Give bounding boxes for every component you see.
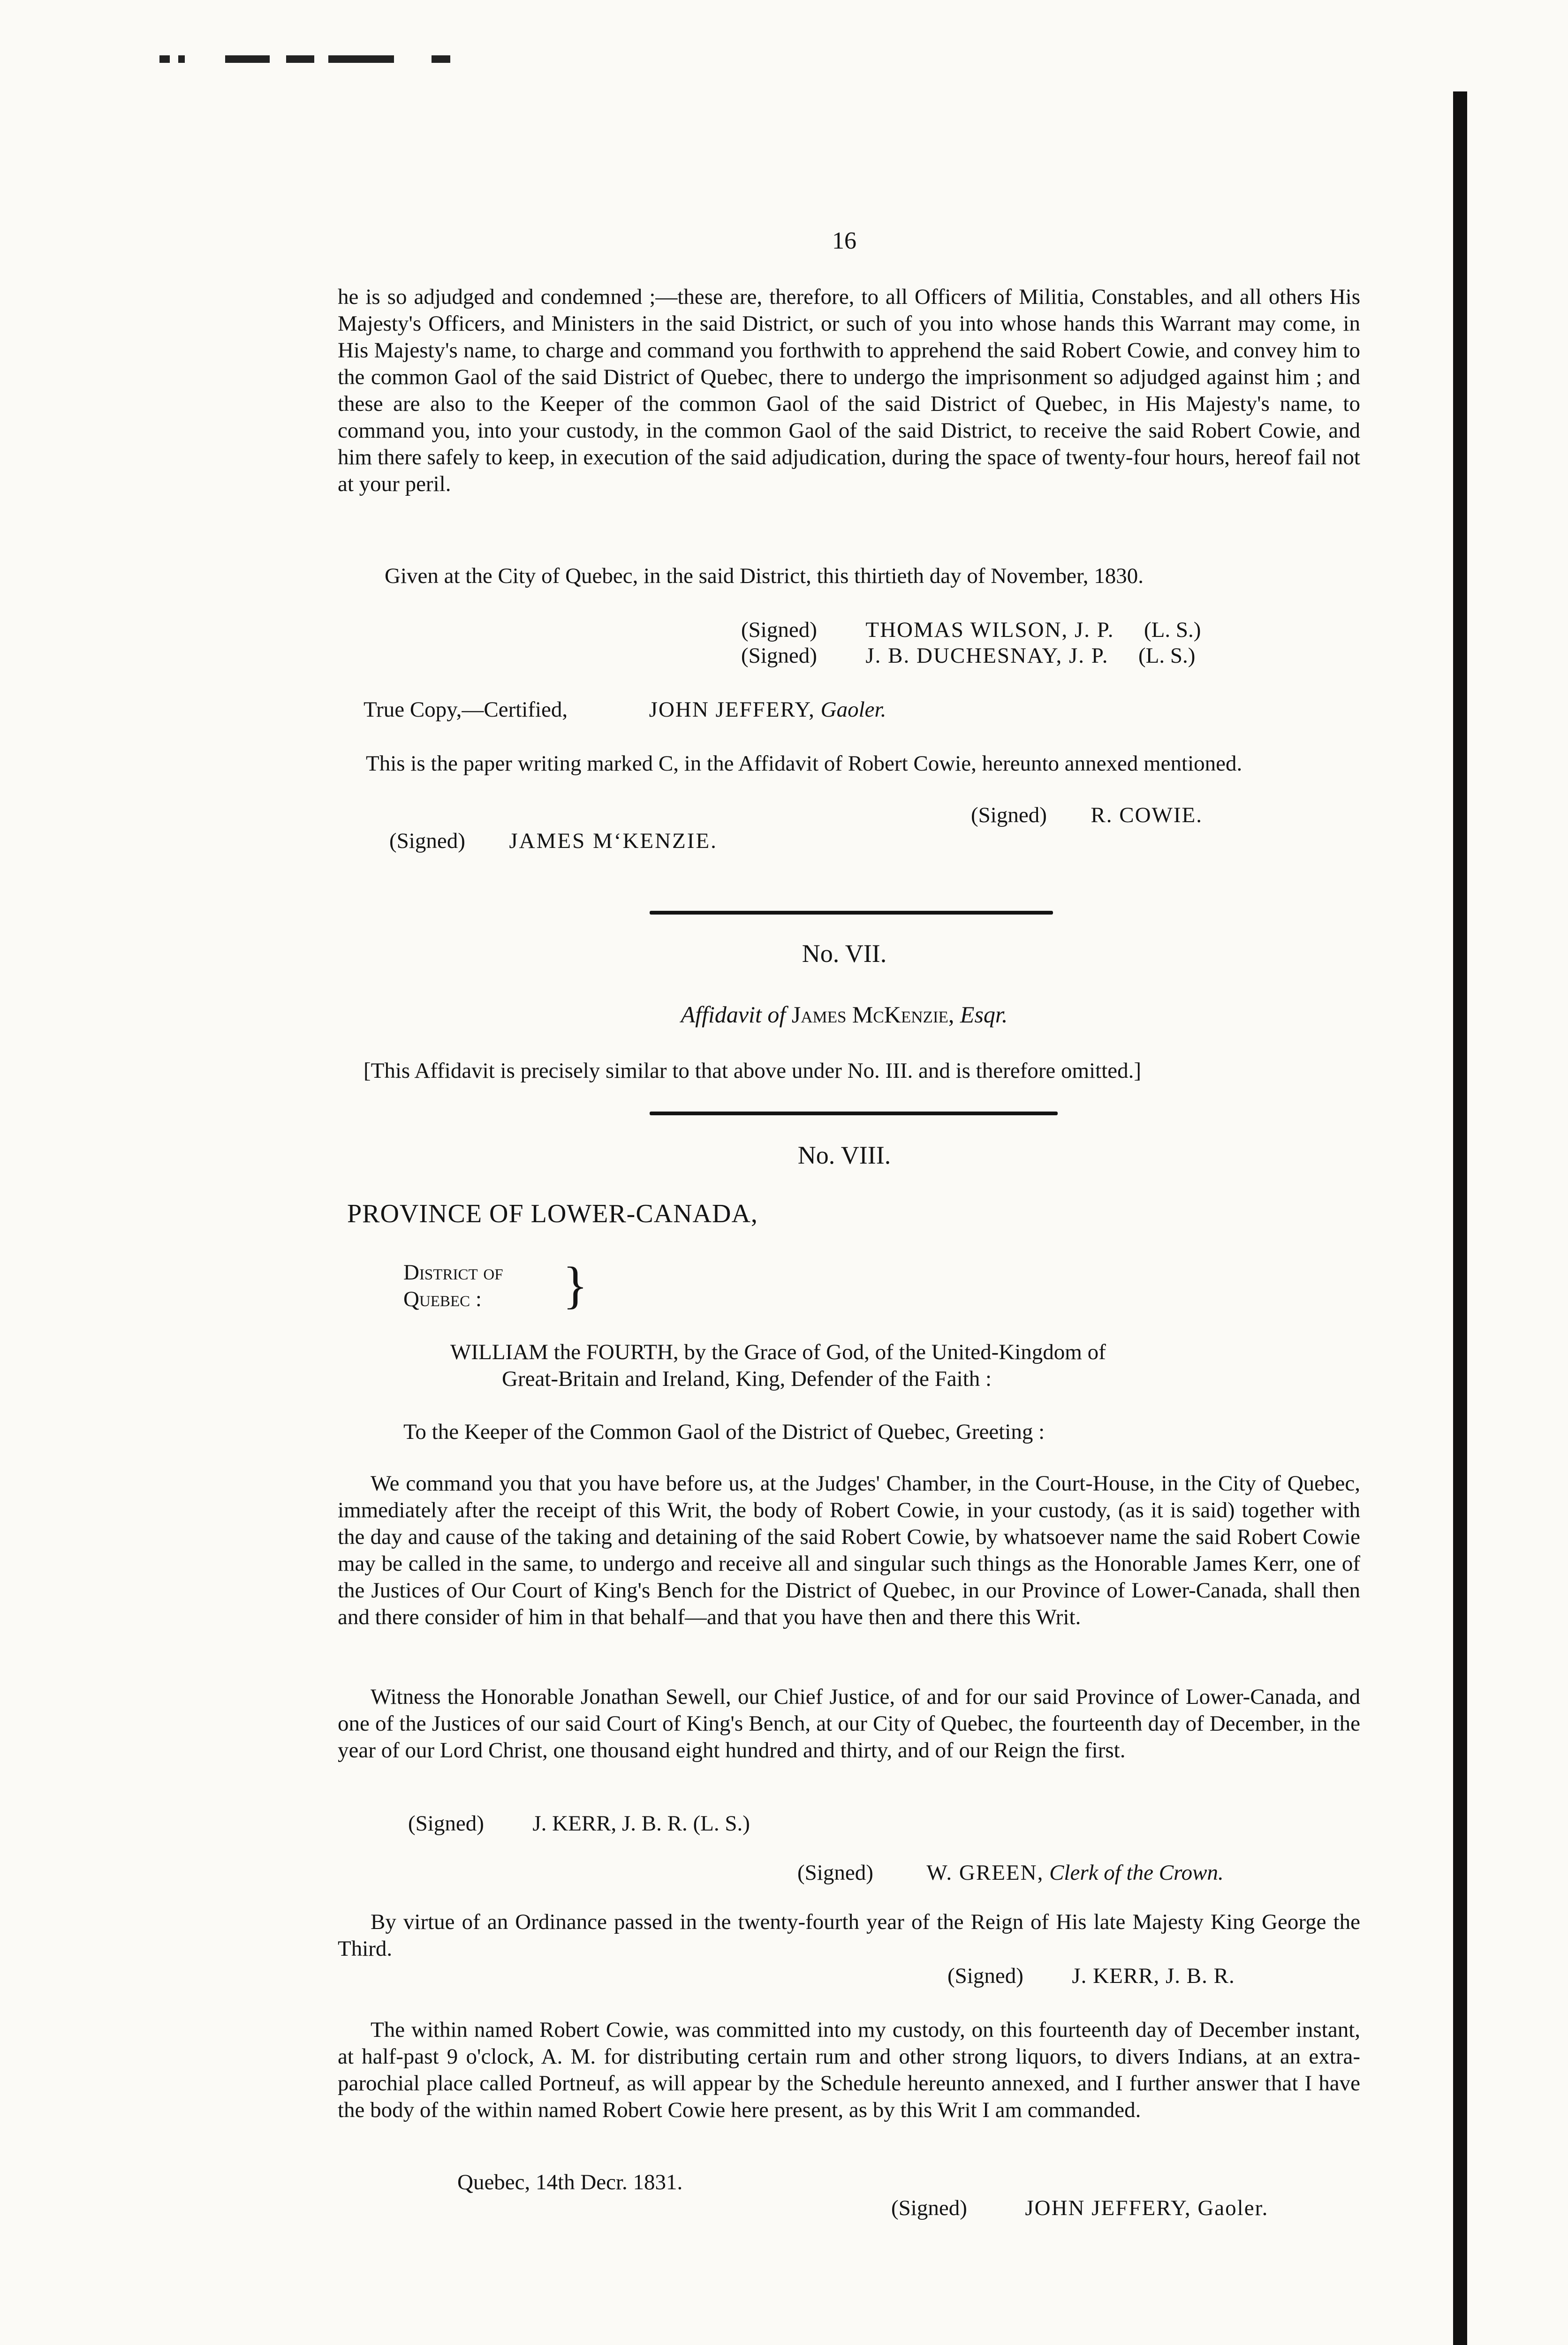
true-copy-line: [364, 696, 886, 723]
signed-label: (Signed): [891, 2196, 967, 2220]
place-date: Quebec, 14th Decr. 1831.: [457, 2170, 683, 2194]
seal-mark: (L. S.): [1138, 643, 1196, 668]
gaoler-return: The within named Robert Cowie, was committed into my custody, on this fourteenth day of December instant, at half-past 9 o'clock, A. M. for distributing certain rum and other strong liquors, to divers Indians, at an extra-parochial place called Portneuf, as will appear by the Schedule hereunto annexed, and I further answer that I have the body of the within named Robert Cowie here present, as by this Writ I am commanded.: [338, 2018, 1360, 2122]
king-line-1: WILLIAM the FOURTH, by the Grace of God, of the United-Kingdom of: [450, 1340, 1106, 1364]
district-line-2: Quebec :: [403, 1287, 482, 1311]
writ-greeting: To the Keeper of the Common Gaol of the District of Quebec, Greeting :: [403, 1420, 1045, 1444]
gaoler-name: JOHN JEFFERY,: [649, 697, 815, 722]
mckenzie-name: JAMES M‘KENZIE.: [509, 829, 718, 853]
scan-artifact-marks: [131, 55, 553, 65]
ordinance-note: By virtue of an Ordinance passed in the twenty-fourth year of the Reign of His late Majesty King George the Third.: [338, 1910, 1360, 1961]
signature-ordinance-kerr: [947, 1963, 1235, 1989]
signature-row-duchesnay: [741, 643, 1195, 669]
cowie-name: R. COWIE.: [1091, 803, 1203, 827]
section-vii-heading: No. VII.: [802, 939, 887, 968]
given-at-line: Given at the City of Quebec, in the said District, this thirtieth day of November, 1830.: [385, 564, 1144, 588]
king-line-2: Great-Britain and Ireland, King, Defender of the Faith :: [502, 1367, 992, 1391]
signed-label: (Signed): [389, 829, 465, 853]
signature-mckenzie: [389, 828, 718, 855]
subtitle-suffix: Esqr.: [960, 1001, 1008, 1028]
ordinance-kerr-name: J. KERR, J. B. R.: [1072, 1964, 1235, 1988]
signature-row-wilson: [741, 617, 1201, 643]
scan-binding-edge: [1453, 91, 1467, 2345]
seal-mark: (L. S.): [1144, 618, 1201, 642]
signed-label: (Signed): [797, 1861, 873, 1885]
writ-witness: Witness the Honorable Jonathan Sewell, our Chief Justice, of and for our said Province of Lower-Canada, and one of the Justices of our said Court of King's Bench, at our City of Quebec, the fourteenth day of December, in the year of our Lord Christ, one thousand eight hundred and thirty, and of our Reign the first.: [338, 1685, 1360, 1763]
district-line-1: District of: [403, 1260, 503, 1285]
signed-label: (Signed): [408, 1811, 484, 1836]
warrant-body: he is so adjudged and condemned ;—these are, therefore, to all Officers of Militia, Constables, and all others His Majesty's Officers, and Ministers in the said District, or such of you into whose hands this Warrant may come, in His Majesty's name, to charge and command you forthwith to apprehend the said Robert Cowie, and convey him to the common Gaol of the said District of Quebec, there to undergo the imprisonment so adjudged against him ; and these are also to the Keeper of the common Gaol of the said District of Quebec, in His Majesty's name, to command you, into your custody, in the common Gaol of the said District, to receive the said Robert Cowie, and him there safely to keep, in execution of the said adjudication, during the space of twenty-four hours, hereof fail not at your peril.: [338, 285, 1360, 496]
signed-label: (Signed): [741, 618, 817, 642]
section-vii-note: [This Affidavit is precisely similar to that above under No. III. and is therefore omitted.]: [364, 1059, 1142, 1083]
signed-label: (Signed): [971, 803, 1047, 827]
signature-green: [797, 1860, 1224, 1886]
green-role: Clerk of the Crown.: [1049, 1861, 1224, 1885]
gaoler-role: Gaoler.: [820, 697, 886, 722]
signatory-name: J. B. DUCHESNAY, J. P.: [865, 643, 1109, 668]
true-copy-label: True Copy,—Certified,: [364, 697, 568, 722]
signed-label: (Signed): [947, 1964, 1023, 1988]
district-brace: }: [563, 1256, 588, 1314]
writ-body: We command you that you have before us, at the Judges' Chamber, in the Court-House, in the City of Quebec, immediately after the receipt of this Writ, the body of Robert Cowie, in your custody, (as it is said) together with the day and cause of the taking and detaining of the said Robert Cowie, by whatsoever name the said Robert Cowie may be called in the same, to undergo and receive all and singular such things as the Honorable James Kerr, one of the Justices of Our Court of King's Bench for the District of Quebec, in our Province of Lower-Canada, shall then and there consider of him in that behalf—and that you have then and there this Writ.: [338, 1471, 1360, 1629]
page-number: 16: [832, 227, 856, 254]
section-divider: [650, 1112, 1058, 1115]
section-divider: [650, 911, 1053, 915]
section-vii-subtitle: [516, 1001, 1173, 1028]
signature-jeffery: [891, 2195, 1268, 2222]
kerr-name: J. KERR, J. B. R. (L. S.): [532, 1811, 750, 1836]
province-heading: PROVINCE OF LOWER-CANADA,: [347, 1199, 758, 1228]
signatory-name: THOMAS WILSON, J. P.: [865, 618, 1114, 642]
green-name: W. GREEN,: [926, 1861, 1044, 1885]
signed-label: (Signed): [741, 643, 817, 668]
subtitle-name: James McKenzie,: [791, 1001, 954, 1028]
signature-cowie: [971, 802, 1203, 829]
section-viii-heading: No. VIII.: [797, 1141, 891, 1169]
paper-writing-note: This is the paper writing marked C, in the Affidavit of Robert Cowie, hereunto annexed mentioned.: [366, 751, 1242, 776]
jeffery-name: JOHN JEFFERY, Gaoler.: [1025, 2196, 1269, 2220]
subtitle-italic: Affidavit of: [681, 1001, 786, 1028]
signature-kerr: [408, 1810, 750, 1837]
